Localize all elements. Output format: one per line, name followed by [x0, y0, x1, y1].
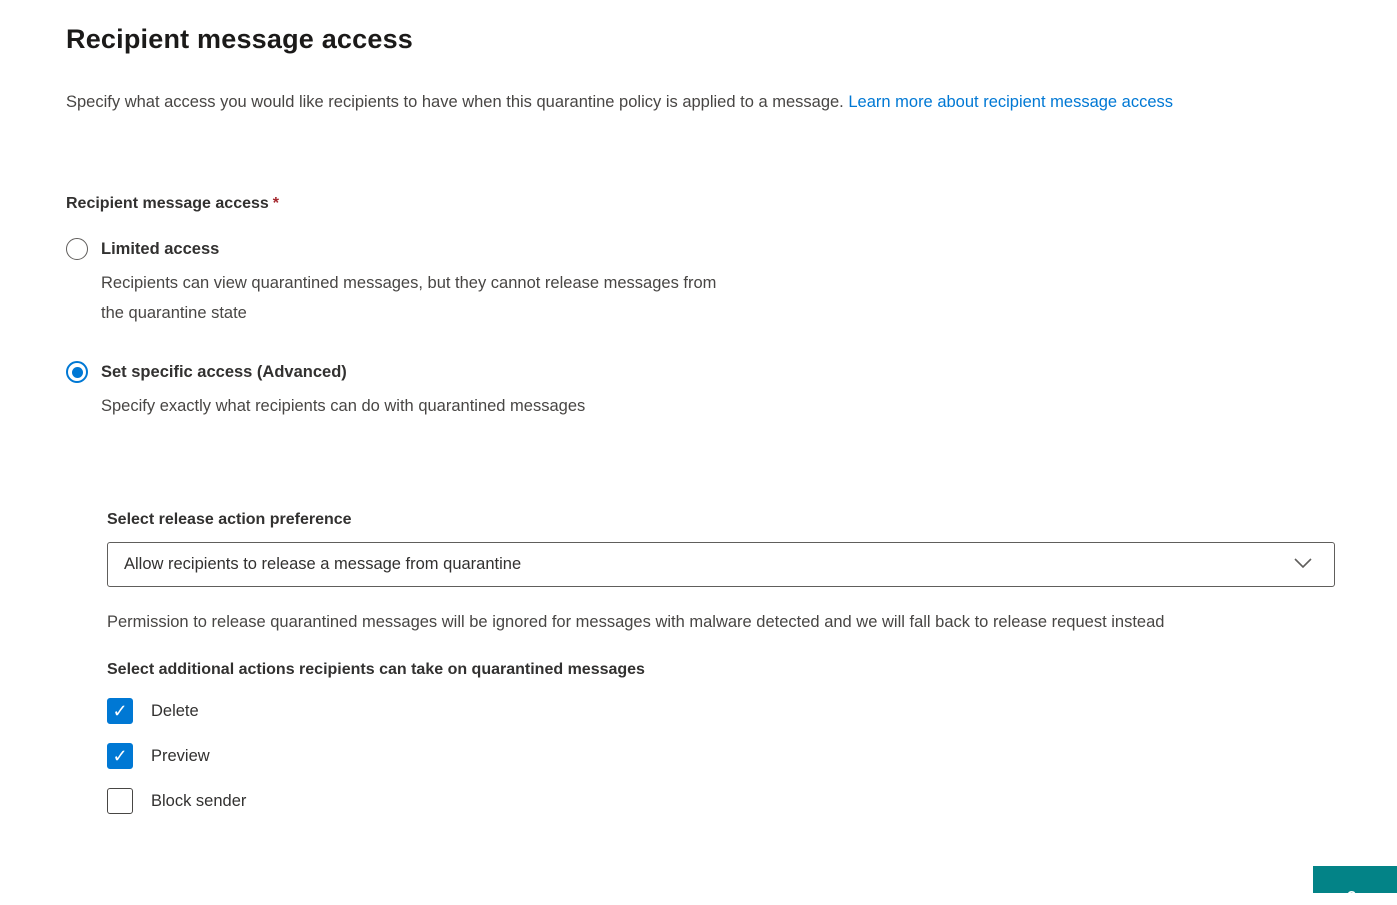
radio-selected-icon[interactable] [66, 361, 88, 383]
radio-option-texts [101, 360, 585, 421]
radio-unselected-icon[interactable] [66, 238, 88, 260]
additional-actions-label: Select additional actions recipients can take on quarantined messages [107, 661, 645, 678]
page-description [66, 87, 1336, 117]
release-preference-label: Select release action preference [107, 511, 352, 528]
release-preference-note: Permission to release quarantined messages will be ignored for messages with malware detected and we will fall back to release request instead [107, 613, 1165, 631]
checkbox-row-delete[interactable] [107, 697, 1397, 725]
page-title: Recipient message access [66, 24, 414, 54]
checkmark-icon: ✓ [112, 746, 128, 766]
radio-option-label: Limited access [101, 240, 220, 258]
checkbox-label: Delete [151, 701, 199, 720]
recipient-access-field-label-text: Recipient message access [66, 195, 269, 212]
required-asterisk: * [272, 195, 280, 212]
chevron-down-icon [1294, 556, 1312, 574]
recipient-access-radio-group [66, 237, 1397, 421]
radio-option-description: Recipients can view quarantined messages, but they cannot release messages from the quarantine state [101, 274, 717, 322]
recipient-access-field-label [66, 195, 1397, 213]
additional-actions-checkbox-list [107, 697, 1397, 815]
radio-option-limited-access[interactable] [66, 237, 1397, 328]
checkbox-label: Preview [151, 746, 210, 765]
checkbox-row-preview[interactable] [107, 742, 1397, 770]
checkbox-checked-icon[interactable] [107, 743, 133, 769]
learn-more-link[interactable]: Learn more about recipient message access [848, 93, 1174, 111]
release-preference-selected-value: Allow recipients to release a message from quarantine [124, 555, 522, 573]
help-question-icon: ? [1347, 888, 1357, 905]
radio-option-set-specific-access[interactable] [66, 360, 1397, 421]
checkbox-checked-icon[interactable] [107, 698, 133, 724]
radio-option-description: Specify exactly what recipients can do with quarantined messages [101, 397, 586, 415]
checkmark-icon: ✓ [112, 701, 128, 721]
help-button[interactable] [1313, 866, 1397, 905]
checkbox-unchecked-icon[interactable] [107, 788, 133, 814]
radio-option-label: Set specific access (Advanced) [101, 363, 347, 381]
advanced-access-sub-section [66, 511, 1397, 815]
radio-option-texts [101, 237, 726, 328]
checkbox-label: Block sender [151, 791, 247, 810]
release-preference-dropdown[interactable] [107, 542, 1335, 587]
page-description-text: Specify what access you would like recipients to have when this quarantine policy is applied to a message. [66, 93, 849, 111]
checkbox-row-block-sender[interactable] [107, 787, 1397, 815]
